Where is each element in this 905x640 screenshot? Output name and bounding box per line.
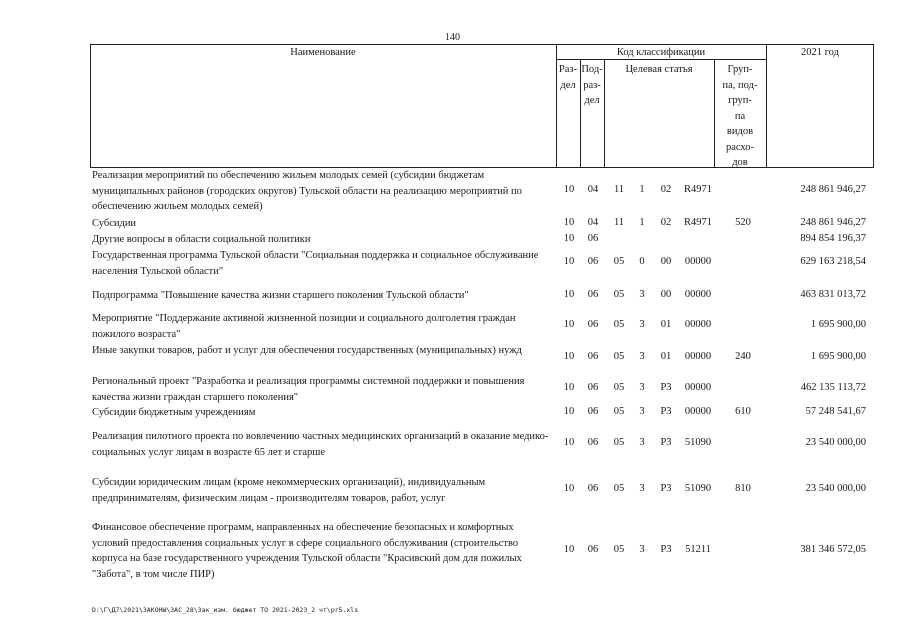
row-target-1: 05 [613, 437, 625, 448]
row-target-3: P3 [660, 382, 672, 393]
row-name: Государственная программа Тульской области "Социальная поддержка и социальное обслуживание населения Тульской области" [92, 250, 539, 277]
row-target-2: 3 [639, 319, 645, 330]
row-name: Иные закупки товаров, работ и услуг для обеспечения государственных (муниципальных) нужд [92, 345, 522, 356]
row-name: Финансовое обеспечение программ, направленных на обеспечение безопасных и комфортных условий предоставления социальных услуг в сфере социального обслуживания (строительство корпуса на базе государственного учреждения Тульской области "Красивский дом для пожилых "Забота", в том числе ПИР) [92, 522, 522, 580]
row-target-3: 02 [660, 217, 672, 228]
row-amount: 462 135 113,72 [800, 382, 866, 393]
row-target-1: 11 [613, 217, 625, 228]
row-target-4: 00000 [684, 289, 712, 300]
row-name: Реализация пилотного проекта по вовлечению частных медицинских организаций в оказание медико-социальных услуг лицам в возрасте 65 лет и старше [92, 431, 549, 458]
row-razdel: 10 [563, 184, 575, 195]
row-amount: 57 248 541,67 [805, 406, 866, 417]
row-target-3: P3 [660, 483, 672, 494]
row-razdel: 10 [563, 217, 575, 228]
header-razdel: Раз- дел [558, 64, 578, 91]
row-name: Мероприятие "Поддержание активной жизненной позиции и социального долголетия граждан пожилого возраста" [92, 313, 516, 340]
row-name: Субсидии бюджетным учреждениям [92, 407, 256, 418]
row-podrazdel: 06 [587, 233, 599, 244]
row-podrazdel: 06 [587, 319, 599, 330]
row-target-2: 1 [639, 217, 645, 228]
row-name: Субсидии [92, 218, 137, 229]
row-name: Другие вопросы в области социальной политики [92, 234, 311, 245]
header-divider [766, 44, 767, 168]
row-razdel: 10 [563, 289, 575, 300]
row-razdel: 10 [563, 437, 575, 448]
row-target-4: 00000 [684, 319, 712, 330]
row-target-4: 00000 [684, 256, 712, 267]
row-target-1: 05 [613, 544, 625, 555]
header-target: Целевая статья [625, 64, 693, 75]
row-target-1: 05 [613, 483, 625, 494]
row-podrazdel: 04 [587, 217, 599, 228]
row-target-3: 01 [660, 319, 672, 330]
header-name: Наименование [290, 47, 356, 58]
row-target-3: 00 [660, 256, 672, 267]
row-target-4: 51090 [684, 483, 712, 494]
row-amount: 1 695 900,00 [810, 351, 866, 362]
row-razdel: 10 [563, 382, 575, 393]
row-target-4: 51211 [685, 544, 711, 555]
row-target-3: 00 [660, 289, 672, 300]
row-podrazdel: 04 [587, 184, 599, 195]
row-name: Субсидии юридическим лицам (кроме некоммерческих организаций), индивидуальным предпринимателям, физическим лицам - производителям товаров, работ, услуг [92, 477, 486, 504]
row-target-2: 3 [639, 544, 645, 555]
row-amount: 1 695 900,00 [810, 319, 866, 330]
row-amount: 23 540 000,00 [805, 483, 866, 494]
row-target-3: 02 [660, 184, 672, 195]
row-target-2: 3 [639, 289, 645, 300]
row-podrazdel: 06 [587, 544, 599, 555]
row-name: Подпрограмма "Повышение качества жизни старшего поколения Тульской области" [92, 290, 469, 301]
row-target-1: 05 [613, 382, 625, 393]
row-target-4: 00000 [684, 351, 712, 362]
row-target-3: P3 [660, 437, 672, 448]
header-podrazdel: Под- раз- дел [581, 64, 603, 106]
row-amount: 23 540 000,00 [805, 437, 866, 448]
row-target-1: 05 [613, 256, 625, 267]
row-podrazdel: 06 [587, 483, 599, 494]
row-target-1: 11 [613, 184, 625, 195]
row-target-2: 3 [639, 351, 645, 362]
row-target-3: 01 [660, 351, 672, 362]
row-target-3: P3 [660, 544, 672, 555]
row-razdel: 10 [563, 544, 575, 555]
row-podrazdel: 06 [587, 437, 599, 448]
row-target-2: 1 [639, 184, 645, 195]
file-path-footer: D:\Г\Д7\2021\ЗАКОНЫ\ЗАС_28\Зак_изм. бюджет ТО 2021-2023_2 чт\pr5.xls [92, 606, 359, 614]
row-target-2: 3 [639, 483, 645, 494]
row-target-1: 05 [613, 289, 625, 300]
row-amount: 463 831 013,72 [800, 289, 866, 300]
row-razdel: 10 [563, 319, 575, 330]
row-target-1: 05 [613, 319, 625, 330]
row-target-4: 00000 [684, 382, 712, 393]
row-amount: 629 163 218,54 [800, 256, 866, 267]
page-number: 140 [445, 32, 460, 43]
row-target-2: 3 [639, 437, 645, 448]
row-amount: 894 854 196,37 [800, 233, 866, 244]
table-header [90, 44, 874, 168]
row-razdel: 10 [563, 256, 575, 267]
row-target-1: 05 [613, 406, 625, 417]
row-amount: 381 346 572,05 [800, 544, 866, 555]
row-vr: 240 [735, 351, 751, 362]
row-podrazdel: 06 [587, 382, 599, 393]
row-razdel: 10 [563, 483, 575, 494]
row-vr: 610 [735, 406, 751, 417]
row-name: Реализация мероприятий по обеспечению жильем молодых семей (субсидии бюджетам муниципальных районов (городских округов) Тульской области на реализацию мероприятий по обеспечению жильем молодых семей) [92, 170, 522, 212]
row-target-1: 05 [613, 351, 625, 362]
header-group: Груп- па, под- груп- па видов расхо- дов [722, 64, 758, 168]
row-razdel: 10 [563, 351, 575, 362]
row-target-4: R4971 [683, 184, 712, 195]
row-podrazdel: 06 [587, 406, 599, 417]
row-vr: 810 [735, 483, 751, 494]
row-target-2: 3 [639, 406, 645, 417]
row-target-4: 00000 [684, 406, 712, 417]
row-vr: 520 [735, 217, 751, 228]
row-podrazdel: 06 [587, 289, 599, 300]
row-target-4: R4971 [683, 217, 712, 228]
row-amount: 248 861 946,27 [800, 184, 866, 195]
row-target-2: 3 [639, 382, 645, 393]
row-podrazdel: 06 [587, 256, 599, 267]
row-podrazdel: 06 [587, 351, 599, 362]
row-target-2: 0 [639, 256, 645, 267]
row-target-4: 51090 [684, 437, 712, 448]
header-code: Код классификации [616, 47, 706, 58]
header-year: 2021 год [801, 47, 839, 58]
row-razdel: 10 [563, 406, 575, 417]
row-name: Региональный проект "Разработка и реализация программы системной поддержки и повышения качества жизни граждан старшего поколения" [92, 376, 525, 403]
row-amount: 248 861 946,27 [800, 217, 866, 228]
row-razdel: 10 [563, 233, 575, 244]
row-target-3: P3 [660, 406, 672, 417]
